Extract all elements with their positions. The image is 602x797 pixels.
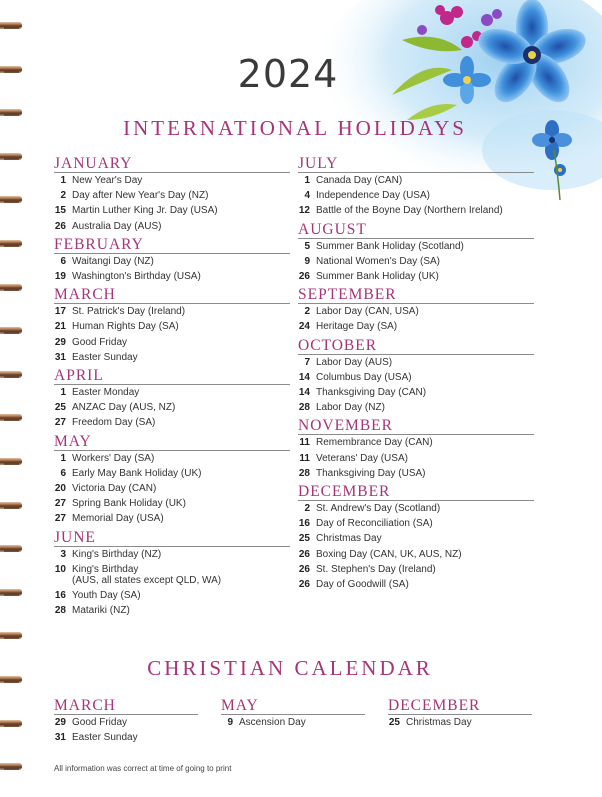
holiday-name: Good Friday [72,336,128,348]
month-block [54,528,290,620]
holiday-row [54,466,290,481]
holiday-row [298,547,534,562]
holiday-date: 2 [60,190,66,202]
holiday-date: 28 [298,402,310,414]
binding-ring [0,720,22,727]
holiday-row [54,203,290,218]
holiday-date: 2 [304,306,310,318]
holiday-name: St. Patrick's Day (Ireland) [72,306,186,318]
holiday-name-line2: (AUS, all states except QLD, WA) [72,574,222,586]
holiday-date: 11 [299,452,310,464]
holiday-date: 21 [54,321,66,333]
month-heading: APRIL [54,366,290,385]
holiday-name: Human Rights Day (SA) [72,321,179,333]
holiday-date: 28 [54,605,66,617]
holiday-row [298,188,534,203]
binding-ring [0,22,22,29]
holiday-name: Heritage Day (SA) [316,321,398,333]
holiday-row [54,415,290,430]
month-block [54,154,290,235]
holiday-row [54,173,290,188]
holiday-name: Early May Bank Holiday (UK) [72,467,202,479]
holiday-row [54,496,290,511]
holiday-row [54,219,290,234]
month-block [54,432,290,528]
holiday-date: 25 [54,402,66,414]
holiday-row [54,304,290,319]
month-heading: MARCH [54,696,198,715]
month-heading: AUGUST [298,220,534,239]
binding-ring [0,371,22,378]
holiday-name: St. Stephen's Day (Ireland) [316,563,436,575]
holiday-name: King's Birthday (NZ) [72,548,162,560]
binding-ring [0,632,22,639]
binding-ring [0,240,22,247]
christian-month-1 [221,696,365,731]
holiday-row [54,511,290,526]
month-heading: MARCH [54,285,290,304]
holiday-date: 27 [54,498,66,510]
holiday-row [221,715,365,730]
month-heading: JULY [298,154,534,173]
holiday-name: Christmas Day [406,717,472,728]
month-block [298,482,534,593]
holiday-row [298,531,534,546]
month-heading: SEPTEMBER [298,285,534,304]
binding-ring [0,284,22,291]
holiday-name: Ascension Day [239,717,306,728]
holiday-name [72,562,221,588]
binding-ring [0,327,22,334]
holiday-name: St. Andrew's Day (Scotland) [316,503,441,515]
binding-ring [0,109,22,116]
holiday-date: 12 [298,205,310,217]
holiday-name: Independence Day (USA) [316,190,430,202]
holiday-name: Waitangi Day (NZ) [72,255,154,267]
month-block [298,416,534,482]
holiday-row [54,400,290,415]
month-heading: DECEMBER [388,696,532,715]
holiday-row [54,188,290,203]
month-block [298,336,534,417]
holiday-row [298,451,534,466]
month-heading: MAY [221,696,365,715]
holiday-date: 10 [54,563,66,575]
holiday-date: 5 [304,240,310,252]
holiday-date: 31 [54,732,66,744]
page-title: INTERNATIONAL HOLIDAYS [123,116,467,140]
holiday-row [54,319,290,334]
holiday-name: Christmas Day [316,533,382,545]
holidays-left-column [54,154,290,619]
holiday-date: 6 [60,255,66,267]
footer-note: All information was correct at time of going to print [54,764,232,773]
month-block [54,696,198,746]
christian-month-2 [388,696,532,731]
holiday-date: 26 [54,220,66,232]
holiday-date: 25 [298,533,310,545]
holiday-date: 19 [54,271,66,283]
holiday-name: Workers' Day (SA) [72,452,155,464]
holiday-row [298,355,534,370]
holiday-row [54,481,290,496]
month-block [298,220,534,286]
month-block [54,366,290,432]
holiday-row [54,385,290,400]
holiday-name: Labor Day (CAN, USA) [316,306,419,318]
holiday-name: Summer Bank Holiday (Scotland) [316,240,464,252]
holiday-date: 25 [388,717,400,728]
holiday-row [298,501,534,516]
holiday-name: Memorial Day (USA) [72,513,164,525]
holiday-row [54,350,290,365]
holiday-row [54,254,290,269]
month-block [298,285,534,335]
month-heading: DECEMBER [298,482,534,501]
holiday-row [298,319,534,334]
holiday-name: Day of Goodwill (SA) [316,579,409,591]
holiday-name: Victoria Day (CAN) [72,483,157,495]
holiday-date: 1 [60,175,66,186]
holiday-date: 1 [304,175,310,186]
holiday-date: 9 [304,255,310,267]
holiday-row [54,588,290,603]
holiday-name: Remembrance Day (CAN) [316,437,433,449]
holiday-name: Day of Reconciliation (SA) [316,518,433,530]
binding-ring [0,502,22,509]
holiday-date: 26 [298,579,310,591]
holiday-name: Summer Bank Holiday (UK) [316,271,439,283]
holiday-row [298,516,534,531]
holiday-date: 26 [298,563,310,575]
month-heading: OCTOBER [298,336,534,355]
holiday-date: 26 [298,548,310,560]
holiday-date: 3 [60,548,66,560]
holiday-date: 16 [54,589,66,601]
holiday-name-line1: King's Birthday [72,563,139,575]
holiday-row [298,173,534,188]
holiday-date: 6 [60,467,66,479]
holiday-date: 9 [227,717,233,728]
holiday-row [298,304,534,319]
holiday-name: New Year's Day [72,175,143,186]
holiday-date: 16 [298,518,310,530]
holiday-name: Thanksgiving Day (CAN) [316,387,427,399]
holiday-date: 2 [304,503,310,515]
holiday-date: 20 [54,483,66,495]
spiral-binding [0,0,22,797]
holiday-name: Labor Day (AUS) [316,356,393,368]
holiday-date: 26 [298,271,310,283]
holiday-date: 29 [54,717,66,728]
holiday-name: Columbus Day (USA) [316,371,412,383]
holiday-row [298,269,534,284]
holiday-date: 1 [60,387,66,399]
christian-month-0 [54,696,198,746]
binding-ring [0,458,22,465]
binding-ring [0,589,22,596]
holiday-row [298,435,534,450]
holiday-date: 28 [298,467,310,479]
holiday-date: 24 [298,321,310,333]
holiday-row [298,254,534,269]
month-block [298,154,534,220]
holiday-name: Labor Day (NZ) [316,402,385,414]
holiday-row [54,269,290,284]
holiday-name: Battle of the Boyne Day (Northern Ireland) [316,205,503,217]
holiday-name: National Women's Day (SA) [316,255,440,267]
holiday-name: Spring Bank Holiday (UK) [72,498,186,510]
holiday-name: Veterans' Day (USA) [316,452,408,464]
month-heading: MAY [54,432,290,451]
holiday-date: 27 [54,417,66,429]
holiday-row [298,203,534,218]
holiday-date: 17 [54,306,66,318]
holidays-right-column [298,154,534,593]
holiday-row [298,577,534,592]
holiday-row [298,239,534,254]
holiday-row [54,562,290,588]
holiday-date: 14 [298,371,310,383]
holiday-name: Day after New Year's Day (NZ) [72,190,209,202]
month-heading: JUNE [54,528,290,547]
month-block [54,235,290,285]
holiday-name: Washington's Birthday (USA) [72,271,201,283]
christian-calendar-title: CHRISTIAN CALENDAR [147,656,433,680]
month-heading: FEBRUARY [54,235,290,254]
holiday-date: 29 [54,336,66,348]
holiday-name: Freedom Day (SA) [72,417,156,429]
binding-ring [0,414,22,421]
holiday-row [298,385,534,400]
month-heading: NOVEMBER [298,416,534,435]
holiday-date: 15 [54,205,66,217]
holiday-row [298,370,534,385]
holiday-date: 1 [60,452,66,464]
holiday-row [298,562,534,577]
holiday-date: 11 [299,437,310,449]
binding-ring [0,66,22,73]
holiday-date: 7 [304,356,310,368]
month-block [388,696,532,731]
holiday-date: 4 [304,190,310,202]
holiday-row [54,547,290,562]
binding-ring [0,153,22,160]
month-block [221,696,365,731]
holiday-row [298,400,534,415]
month-heading: JANUARY [54,154,290,173]
holiday-date: 31 [54,351,66,363]
holiday-name: Thanksgiving Day (USA) [316,467,426,479]
holiday-date: 14 [298,387,310,399]
holiday-name: Boxing Day (CAN, UK, AUS, NZ) [316,548,462,560]
holiday-row [388,715,532,730]
holiday-name: Youth Day (SA) [72,589,141,601]
holiday-row [54,715,198,730]
holiday-row [54,451,290,466]
holiday-name: Martin Luther King Jr. Day (USA) [72,205,218,217]
holiday-name: Good Friday [72,717,128,728]
holiday-name: Matariki (NZ) [72,605,130,617]
month-block [54,285,290,366]
binding-ring [0,763,22,770]
holiday-name: Easter Sunday [72,351,138,363]
holiday-name: ANZAC Day (AUS, NZ) [72,402,176,414]
holiday-row [54,730,198,745]
holiday-row [298,466,534,481]
holiday-name: Easter Monday [72,387,140,399]
holiday-date: 27 [54,513,66,525]
binding-ring [0,545,22,552]
holiday-row [54,335,290,350]
holiday-name: Australia Day (AUS) [72,220,162,232]
holiday-row [54,603,290,618]
holiday-name: Canada Day (CAN) [316,175,403,186]
binding-ring [0,196,22,203]
binding-ring [0,676,22,683]
holiday-name: Easter Sunday [72,732,138,744]
year-heading: 2024 [237,52,339,96]
